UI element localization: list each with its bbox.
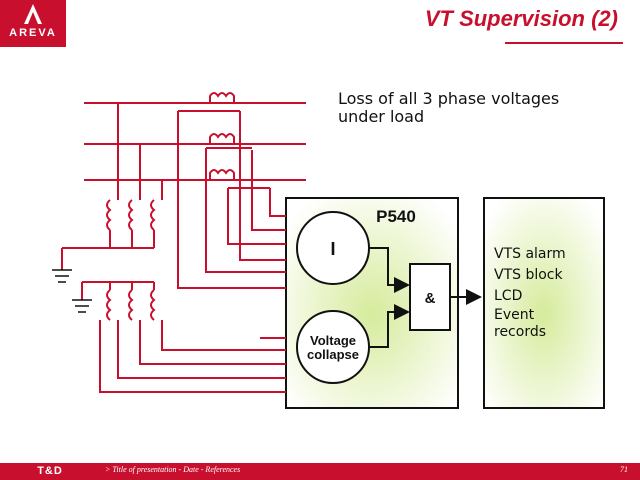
ground-icon xyxy=(52,270,72,282)
slide-title: VT Supervision (2) xyxy=(424,6,618,31)
and-gate-symbol: & xyxy=(424,290,436,307)
footer-page-number: 71 xyxy=(620,465,628,474)
output-vts-block: VTS block xyxy=(494,267,563,283)
ground-icon xyxy=(72,300,92,312)
brand-name: AREVA xyxy=(9,27,57,39)
voltage-label-line2: collapse xyxy=(306,347,360,362)
footer-division: T&D xyxy=(37,465,63,477)
current-input-label: I xyxy=(330,239,336,259)
relay-label: P540 xyxy=(376,207,416,226)
footer-presentation-info: > Title of presentation - Date - References xyxy=(105,465,241,474)
diagram-caption: Loss of all 3 phase voltages under load xyxy=(338,89,560,126)
output-list xyxy=(494,244,604,341)
voltage-label-line1: Voltage xyxy=(310,333,356,348)
output-vts-alarm: VTS alarm xyxy=(494,246,566,262)
wiring xyxy=(62,93,306,392)
output-lcd: LCD xyxy=(494,288,523,304)
output-event-records: Event records xyxy=(494,307,547,340)
